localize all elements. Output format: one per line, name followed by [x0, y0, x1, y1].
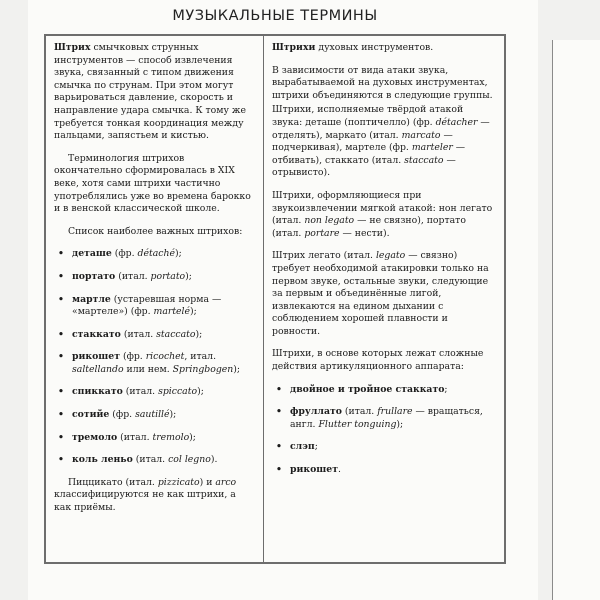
- list-text: (устаревшая норма — «мартеле») (фр.: [72, 293, 222, 318]
- list-foreign: Springbogen: [172, 363, 234, 375]
- list-text: (итал.: [341, 406, 378, 418]
- list-item: [54, 432, 255, 445]
- strokes-list: [54, 248, 255, 467]
- right-paragraph-6: Штрихи, в основе которых лежат сложные действия артикуляционного аппарата:: [272, 348, 484, 373]
- list-text: (итал.: [117, 431, 153, 443]
- list-term: деташе: [72, 248, 112, 260]
- paragraph-text: ) и: [199, 476, 216, 488]
- list-item: [54, 248, 255, 261]
- list-term: спиккато: [72, 386, 123, 398]
- list-foreign: saltellando: [72, 363, 124, 375]
- list-foreign: détaché: [137, 248, 175, 260]
- term-shtrikhi: Штрихи: [272, 42, 316, 53]
- list-term: рикошет: [72, 351, 120, 363]
- list-foreign: staccato: [156, 328, 196, 340]
- left-paragraph-2: Терминология штрихов окончательно сформировалась в XIX веке, хотя сами штрихи частично употреблялись уже во времена барокко и в венской классической школе.: [54, 152, 251, 215]
- paragraph-text: — нести).: [339, 227, 390, 239]
- list-text: (фр.: [111, 248, 138, 260]
- list-term: двойное и тройное стаккато: [290, 383, 445, 395]
- list-text: ;: [444, 383, 448, 395]
- list-text: (фр.: [109, 409, 136, 421]
- list-term: портато: [72, 270, 116, 282]
- list-term: рикошет: [290, 464, 338, 476]
- list-text: );: [185, 270, 192, 282]
- list-item: [272, 384, 496, 397]
- paragraph-text: — связно) требует необходимой атакировки только на первом звуке, остальные звуки, следующие за первым и объединённые лигой, извлекаются на едином дыхании с соблюдением хорошей плавности и ровности.: [272, 250, 489, 337]
- list-foreign: sautillé: [135, 409, 170, 421]
- list-term: фруллато: [290, 406, 342, 418]
- list-text: (итал.: [122, 386, 159, 398]
- left-column: [46, 36, 264, 562]
- list-text: (итал.: [115, 270, 151, 282]
- right-paragraph-5: [272, 250, 496, 338]
- foreign-term: marcato: [401, 129, 441, 141]
- paragraph-text: — подчеркивая), мартеле (фр.: [272, 129, 453, 154]
- list-foreign: martelé: [153, 306, 191, 318]
- list-text: (фр.: [119, 351, 146, 363]
- list-item: [272, 464, 496, 477]
- list-foreign: spiccato: [158, 386, 198, 398]
- foreign-term: pizzicato: [157, 476, 200, 488]
- list-text: ).: [210, 454, 218, 466]
- right-paragraph-4: [272, 190, 496, 240]
- list-foreign: col legno: [168, 454, 211, 466]
- list-foreign: Flutter tonguing: [318, 418, 397, 430]
- list-text: .: [337, 464, 341, 476]
- list-text: );: [195, 328, 203, 340]
- list-text: );: [197, 386, 204, 398]
- page-title: МУЗЫКАЛЬНЫЕ ТЕРМИНЫ: [172, 8, 378, 24]
- list-text: );: [233, 363, 241, 375]
- paragraph-text: Штрихи, исполняемые твёрдой атакой звука: деташе (поптичелло) (фр.: [272, 104, 464, 128]
- list-item: [54, 454, 255, 467]
- list-term: слэп: [290, 441, 315, 453]
- foreign-term: staccato: [404, 154, 444, 166]
- list-term: стаккато: [72, 328, 121, 340]
- list-text: ;: [314, 441, 318, 453]
- paragraph-text: классифицируются не как штрихи, а как приёмы.: [54, 489, 236, 514]
- foreign-term: détacher: [435, 116, 478, 128]
- list-term: сотийе: [72, 409, 110, 421]
- paragraph-text: Штрихи, оформляющиеся при звукоизвлечении мягкой атакой: нон легато (итал.: [272, 189, 493, 227]
- list-term: мартле: [72, 293, 111, 305]
- foreign-term: legato: [375, 250, 406, 262]
- foreign-term: arco: [215, 476, 237, 488]
- list-foreign: tremolo: [152, 431, 190, 443]
- list-text: (итал.: [132, 454, 169, 466]
- paragraph-text: духовых инструментов.: [315, 42, 434, 53]
- list-text: );: [174, 248, 182, 260]
- list-intro: Список наиболее важных штрихов:: [68, 225, 243, 237]
- list-foreign: portato: [150, 270, 186, 282]
- next-page-edge: [552, 40, 600, 600]
- right-paragraph-3: [272, 104, 496, 180]
- list-item: [272, 441, 496, 454]
- paragraph-text: Штрих легато (итал.: [272, 250, 376, 262]
- list-item: [54, 329, 255, 342]
- list-text: или нем.: [123, 363, 173, 375]
- list-foreign: ricochet: [145, 351, 185, 363]
- right-paragraph-1: [272, 42, 496, 55]
- foreign-term: portare: [304, 227, 340, 239]
- foreign-term: marteler: [411, 142, 453, 154]
- list-text: — вращаться, англ.: [290, 406, 483, 430]
- term-shtrikh: Штрих: [54, 42, 91, 53]
- list-term: тремоло: [72, 431, 118, 443]
- paragraph-text: Пиццикато (итал.: [68, 476, 158, 488]
- right-paragraph-2: В зависимости от вида атаки звука, вырабатываемой на духовых инструментах, штрихи объединяются в следующие группы.: [272, 64, 493, 101]
- list-item: [54, 351, 255, 376]
- list-item: [54, 294, 255, 319]
- list-foreign: frullare: [377, 406, 413, 418]
- left-final-paragraph: [54, 477, 255, 515]
- paragraph-text: — отрывисто).: [272, 154, 456, 179]
- paragraph-text: смычковых струнных инструментов — способ извлечения звука, связанный с типом движения смычка по струнам. При этом могут варьироваться давление, скорость и направление удара смычка. К тому же требуется тонкая координация между пальцами, запястьем и кистью.: [54, 42, 246, 142]
- paragraph-text: — не связно), портато (итал.: [272, 215, 466, 239]
- list-text: );: [189, 431, 196, 443]
- right-column: [264, 36, 504, 562]
- paragraph-text: — отделять), маркато (итал.: [272, 116, 490, 141]
- content-frame: [44, 34, 506, 564]
- list-item: [272, 406, 496, 431]
- list-item: [54, 271, 255, 284]
- foreign-term: non legato: [304, 215, 355, 227]
- list-text: );: [396, 418, 404, 430]
- list-text: , итал.: [184, 351, 217, 363]
- list-text: );: [190, 306, 197, 318]
- paragraph-text: — отбивать), стаккато (итал.: [272, 142, 466, 166]
- wind-strokes-list: [272, 384, 496, 477]
- list-item: [54, 409, 255, 422]
- list-text: (итал.: [120, 328, 157, 340]
- list-term: коль леньо: [72, 454, 133, 466]
- left-paragraph-1: [54, 42, 255, 143]
- list-text: );: [169, 409, 177, 421]
- list-item: [54, 386, 255, 399]
